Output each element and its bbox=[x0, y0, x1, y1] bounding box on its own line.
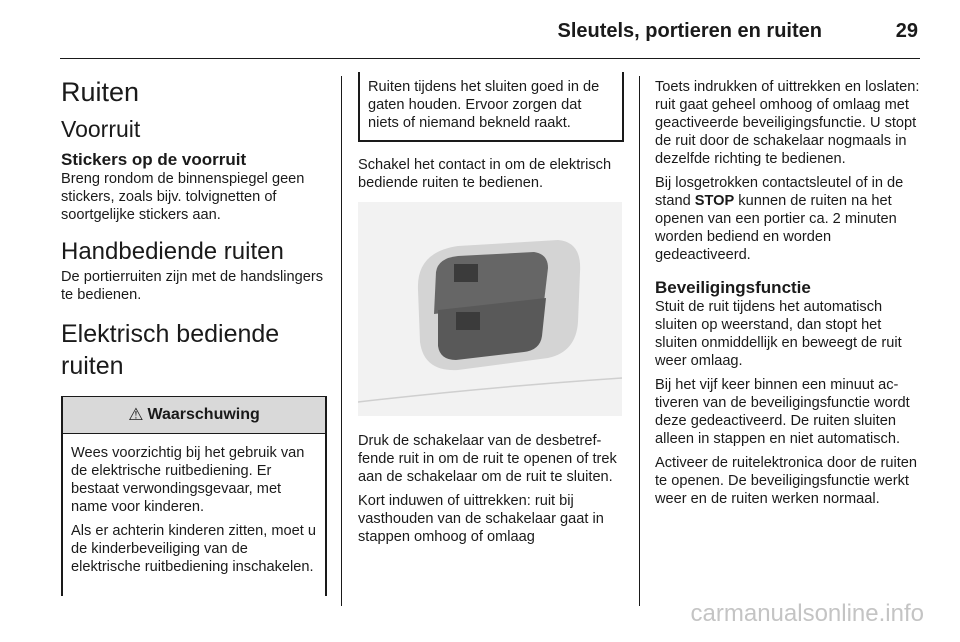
paragraph-contactsleutel bbox=[655, 174, 925, 264]
column-left bbox=[61, 70, 327, 596]
heading-elektrisch: Elektrisch bediende ruiten bbox=[61, 320, 280, 380]
page-number: 29 bbox=[895, 20, 918, 42]
header-rule bbox=[60, 58, 920, 59]
paragraph-contact: Schakel het contact in om de elektrisch bediende ruiten te bedienen. bbox=[358, 157, 612, 191]
warning-title: Waarschuwing bbox=[147, 406, 260, 423]
column-divider-right bbox=[639, 76, 640, 606]
warning-triangle-icon: ⚠ bbox=[128, 405, 144, 424]
heading-handbediende-ruiten: Handbediende ruiten bbox=[61, 238, 284, 265]
paragraph-vijf-keer: Bij het vijf keer binnen een minuut activeren van de beveiligingsfunctie wordt deze gedeactiveerd. De ruiten sluiten alleen in stappen en niet automatisch. bbox=[655, 377, 910, 447]
stop-label: STOP bbox=[694, 193, 735, 209]
warning-paragraph-2: Als er achterin kinderen zitten, moet u de kinderbeveiliging van de elektrische ruitbediening inschakelen. bbox=[71, 523, 316, 575]
warning-header bbox=[63, 396, 325, 434]
contactsleutel-text-pre: Bij losgetrokken contactsleutel of in de stand bbox=[655, 175, 904, 209]
paragraph-toets: Toets indrukken of uittrekken en loslaten: ruit gaat geheel omhoog of omlaag met geactiveerde beveiligingsfunctie. U stopt de ruit door de schakelaar nogmaals in dezelfde richting te bedienen. bbox=[655, 79, 920, 167]
column-divider-left bbox=[341, 76, 342, 606]
heading-voorruit: Voorruit bbox=[61, 116, 141, 142]
caution-box bbox=[358, 72, 624, 142]
header-title: Sleutels, portieren en ruiten bbox=[557, 20, 822, 42]
warning-body bbox=[63, 434, 325, 576]
paragraph-handbediende: De portierruiten zijn met de handslingers te bedienen. bbox=[61, 269, 324, 303]
warning-box bbox=[61, 396, 327, 596]
heading-beveiligingsfunctie: Beveiligingsfunctie bbox=[655, 278, 811, 297]
paragraph-stuit: Stuit de ruit tijdens het automatisch sluiten op weerstand, dan stopt het sluiten onmiddellijk en beweegt de ruit weer omlaag. bbox=[655, 299, 902, 369]
column-middle bbox=[358, 76, 624, 552]
watermark: carmanualsonline.info bbox=[690, 600, 924, 627]
paragraph-kort-induwen: Kort induwen of uittrekken: ruit bij vasthouden van de schakelaar gaat in stappen omhoog of omlaag bbox=[358, 493, 604, 545]
paragraph-stickers: Breng rondom de binnenspiegel geen stickers, zoals bijv. tolvignetten of soortgelijke stickers aan. bbox=[61, 171, 305, 223]
caution-text: Ruiten tijdens het sluiten goed in de gaten houden. Ervoor zorgen dat niets of niemand bekneld raakt. bbox=[368, 79, 600, 131]
warning-paragraph-1: Wees voorzichtig bij het gebruik van de elektrische ruitbediening. Er bestaat verwondingsgevaar, met name voor kinderen. bbox=[71, 445, 305, 515]
paragraph-activeer: Activeer de ruitelektronica door de ruiten te openen. De beveiligingsfunctie werkt weer en de ruiten werken normaal. bbox=[655, 455, 918, 507]
paragraph-schakelaar: Druk de schakelaar van de desbetreffende ruit in om de ruit te openen of trek aan de schakelaar om de ruit te sluiten. bbox=[358, 433, 617, 485]
window-switch-photo-svg bbox=[358, 202, 622, 416]
column-right bbox=[655, 78, 925, 514]
window-switch-photo bbox=[358, 202, 622, 416]
contactsleutel-text-post: kunnen de ruiten na het openen van een portier ca. 2 minuten worden bediend en worden gedeactiveerd. bbox=[655, 193, 897, 263]
heading-ruiten: Ruiten bbox=[61, 77, 140, 107]
heading-stickers: Stickers op de voorruit bbox=[61, 150, 247, 169]
